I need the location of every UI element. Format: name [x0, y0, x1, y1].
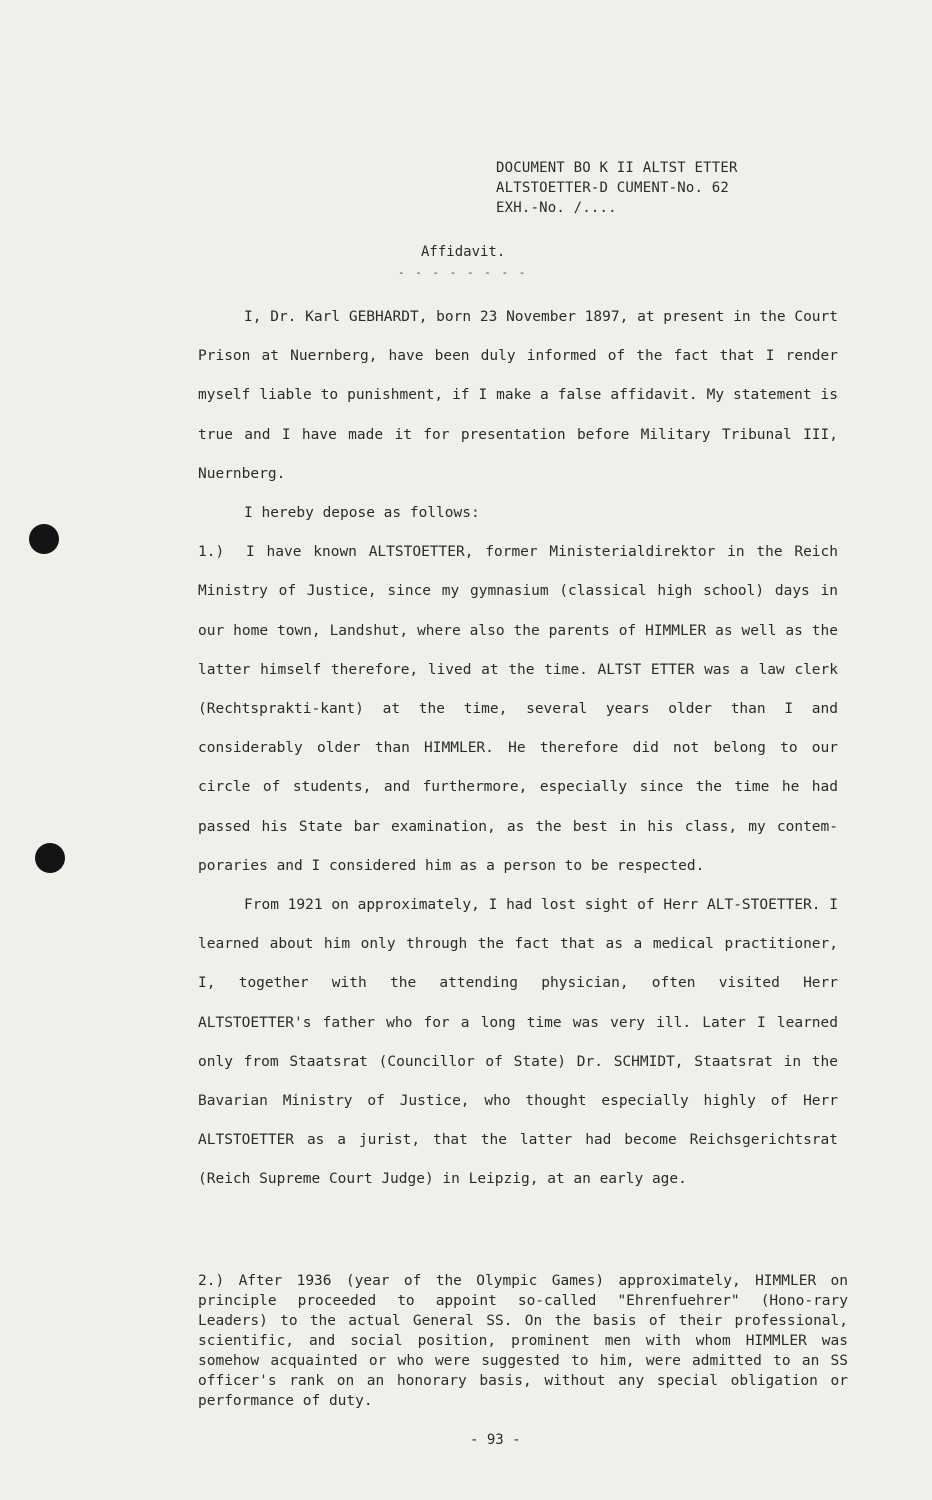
punch-hole — [29, 524, 59, 554]
affidavit-body — [198, 298, 838, 1200]
item-text: After 1936 (year of the Olympic Games) approximately, HIMMLER on principle proceeded to appoint so-called "Ehrenfuehrer" (Hono-rary Leaders) to the actual General SS. On the basis of their professional, scientific, and social position, prominent men with whom HIMMLER was somehow acquainted or who were suggested to him, were admitted to an SS officer's rank on an honorary basis, without any special obligation or performance of duty. — [198, 1273, 849, 1409]
paragraph-later: From 1921 on approximately, I had lost sight of Herr ALT-STOETTER. I learned about him only through the fact that as a medical practitioner, I, together with the attending physician, often visited Herr ALTSTOETTER's father who for a long time was very ill. Later I learned only from Staatsrat (Councillor of State) Dr. SCHMIDT, Staatsrat in the Bavarian Ministry of Justice, who thought especially highly of Herr ALTSTOETTER as a jurist, that the latter had become Reichsgerichtsrat (Reich Supreme Court Judge) in Leipzig, at an early age. — [198, 897, 838, 1188]
document-header — [496, 158, 738, 218]
title-underline: - - - - - - - - — [398, 266, 528, 279]
header-line-1: DOCUMENT BO K II ALTST ETTER — [496, 160, 738, 176]
paragraph-depose: I hereby depose as follows: — [244, 505, 480, 522]
item-text: I have known ALTSTOETTER, former Ministerialdirektor in the Reich Ministry of Justice, since my gymnasium (classical high school) days in our home town, Landshut, where also the parents of HIMMLER as well as the latter himself therefore, lived at the time. ALTST ETTER was a law clerk (Rechtsprakti-kant) at the time, several years older than I and considerably older than HIMMLER. He therefore did not belong to our circle of students, and furthermore, especially since the time he had passed his State bar examination, as the best in his class, my contem-poraries and I considered him as a person to be respected. — [198, 544, 838, 874]
paragraph-item-2 — [198, 1271, 848, 1411]
paragraph-intro: I, Dr. Karl GEBHARDT, born 23 November 1897, at present in the Court Prison at Nuernberg, have been duly informed of the fact that I render myself liable to punishment, if I make a false affidavit. My statement is true and I have made it for presentation before Military Tribunal III, Nuernberg. — [198, 309, 838, 482]
paragraph-item-1 — [198, 533, 838, 886]
item-number: 2.) — [198, 1273, 225, 1289]
item-number: 1.) — [198, 544, 225, 561]
header-line-3: EXH.-No. /.... — [496, 200, 617, 216]
page-number: - 93 - — [470, 1432, 521, 1448]
document-title: Affidavit. — [421, 244, 506, 260]
header-line-2: ALTSTOETTER-D CUMENT-No. 62 — [496, 180, 729, 196]
punch-hole — [35, 843, 65, 873]
